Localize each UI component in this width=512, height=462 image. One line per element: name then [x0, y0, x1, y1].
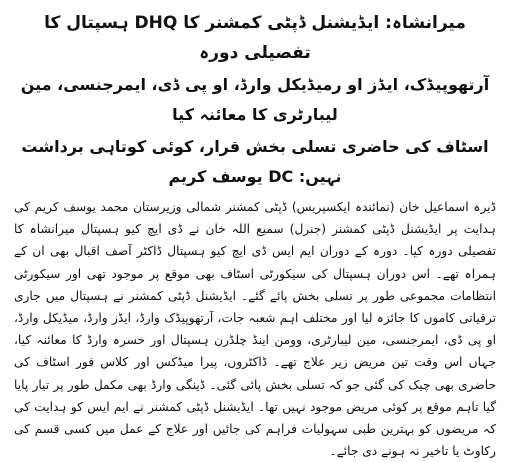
- headline-sub-wards: آرتھوپیڈک، ایڈز او رمیڈیکل وارڈ، او پی ڈی، ایمرجنسی، مین لیبارٹری کا معائنہ کیا: [20, 75, 490, 124]
- article-body: ڈیرہ اسماعیل خان (نمائندہ ایکسپریس) ڈپٹی کمشنر شمالی وزیرستان محمد یوسف کریم کی ہدایت پر ایڈیشنل ڈپٹی کمشنر (جنرل) سمیع اللہ خان نے ڈی ایچ کیو ہسپتال میرانشاہ کا تفصیلی دورہ کیا۔ دورہ کے دوران ایم ایس ڈی ایچ کیو ہسپتال ڈاکٹر آصف اقبال بھی ان کے ہمراہ تھے۔ اس دوران ہسپتال کی سیکورٹی اسٹاف بھی موقع پر موجود تھی اور سیکورٹی انتظامات مجموعی طور پر تسلی بخش پائے گئے۔ ایڈیشنل ڈپٹی کمشنر نے ہسپتال میں جاری ترقیاتی کاموں کا جائزہ لیا اور مختلف اہم شعبہ جات، آرتھوپیڈک وارڈ، ایڈز وارڈ، میڈیکل وارڈ، او پی ڈی، ایمرجنسی، مین لیبارٹری، وومن اینڈ چلڈرن ہسپتال اور خسرہ وارڈ کا معائنہ کیا، جہاں اس وقت تین مریض زیر علاج تھے۔ ڈاکٹروں، پیرا میڈکس اور کلاس فور اسٹاف کی حاضری بھی چیک کی گئی جو کہ تسلی بخش پائی گئی۔ ڈینگی وارڈ بھی مکمل طور پر تیار پایا گیا تاہم موقع پر کوئی مریض موجود نہیں تھا۔ ایڈیشنل ڈپٹی کمشنر نے ایم ایس کو ہدایت کی کہ مریضوں کو بہترین طبی سہولیات فراہم کی جائیں اور علاج کے عمل میں کسی قسم کی رکاوٹ یا تاخیر نہ ہونے دی جائے۔: [14, 200, 496, 459]
- headline-sub-staff: اسٹاف کی حاضری تسلی بخش قرار، کوئی کوتاہی برداشت نہیں: DC یوسف کریم: [21, 137, 489, 186]
- headline-main: میرانشاہ: ایڈیشنل ڈپٹی کمشنر کا DHQ ہسپتال کا تفصیلی دورہ: [44, 13, 466, 63]
